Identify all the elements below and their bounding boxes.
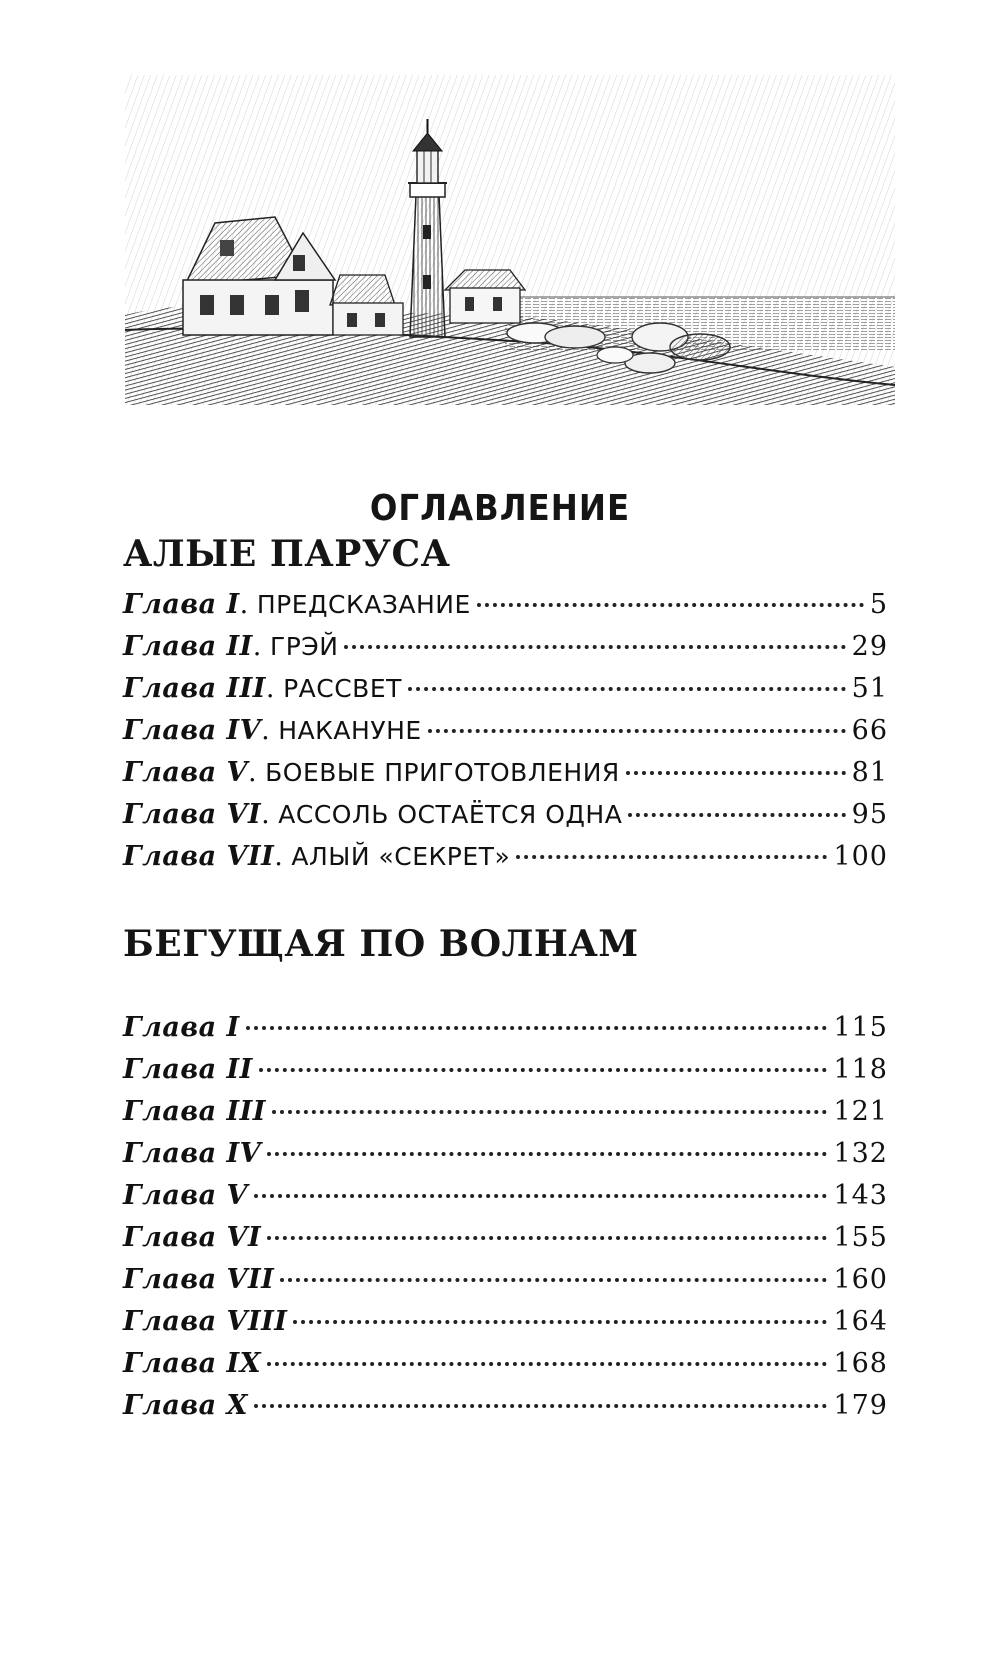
dot-leader <box>626 771 846 775</box>
chapter-title: АССОЛЬ ОСТАЁТСЯ ОДНА <box>278 800 623 829</box>
toc-list-running-on-waves <box>123 1007 888 1427</box>
page-number: 51 <box>851 673 888 704</box>
chapter-number: Глава II <box>123 1054 253 1085</box>
dot-leader <box>254 1404 827 1408</box>
lighthouse-illustration <box>125 75 895 405</box>
page-number: 143 <box>833 1180 888 1211</box>
chapter-number: Глава VIII <box>123 1306 288 1337</box>
chapter-number: Глава I <box>123 589 240 620</box>
chapter-title: РАССВЕТ <box>283 674 402 703</box>
page-number: 179 <box>833 1390 888 1421</box>
chapter-title: НАКАНУНЕ <box>278 716 422 745</box>
toc-entry[interactable] <box>123 1091 888 1133</box>
toc-entry[interactable] <box>123 1007 888 1049</box>
chapter-title: АЛЫЙ «СЕКРЕТ» <box>291 842 511 871</box>
chapter-number: Глава II <box>123 631 253 662</box>
section-heading-running-on-waves: БЕГУЩАЯ ПО ВОЛНАМ <box>123 923 639 965</box>
chapter-title: ПРЕДСКАЗАНИЕ <box>256 590 471 619</box>
dot-leader <box>280 1278 827 1282</box>
chapter-number: Глава X <box>123 1390 248 1421</box>
chapter-number: Глава VI <box>123 799 262 830</box>
chapter-title: ГРЭЙ <box>269 632 339 661</box>
dot-leader <box>628 813 845 817</box>
dot-leader <box>408 687 846 691</box>
toc-entry[interactable] <box>123 1343 888 1385</box>
chapter-number: Глава VI <box>123 1222 262 1253</box>
dot-leader <box>267 1152 827 1156</box>
section-heading-scarlet-sails: АЛЫЕ ПАРУСА <box>123 533 451 575</box>
chapter-number: Глава I <box>123 1012 240 1043</box>
toc-list-scarlet-sails <box>123 584 888 878</box>
toc-entry[interactable] <box>123 1175 888 1217</box>
page-number: 29 <box>851 631 888 662</box>
chapter-number: Глава IX <box>123 1348 262 1379</box>
chapter-number: Глава IV <box>123 715 262 746</box>
chapter-number: Глава III <box>123 1096 266 1127</box>
dot-leader <box>259 1068 828 1072</box>
page-number: 100 <box>833 841 888 872</box>
page-number: 66 <box>851 715 888 746</box>
chapter-title: БОЕВЫЕ ПРИГОТОВЛЕНИЯ <box>265 758 620 787</box>
dot-leader <box>293 1320 827 1324</box>
chapter-number: Глава V <box>123 1180 248 1211</box>
page-number: 164 <box>833 1306 888 1337</box>
page-number: 81 <box>851 757 888 788</box>
toc-entry[interactable] <box>123 1385 888 1427</box>
page-number: 132 <box>833 1138 888 1169</box>
dot-leader <box>516 855 827 859</box>
toc-entry[interactable]: Глава III . РАССВЕТ 51 <box>123 668 888 710</box>
chapter-number: Глава VII <box>123 1264 275 1295</box>
chapter-number: Глава IV <box>123 1138 262 1169</box>
dot-leader <box>246 1026 828 1030</box>
toc-entry[interactable]: Глава VII . АЛЫЙ «СЕКРЕТ» 100 <box>123 836 888 878</box>
toc-entry[interactable] <box>123 1301 888 1343</box>
toc-entry[interactable]: Глава IV . НАКАНУНЕ 66 <box>123 710 888 752</box>
dot-leader <box>344 645 845 649</box>
page-number: 155 <box>833 1222 888 1253</box>
page-number: 5 <box>869 589 888 620</box>
toc-entry[interactable]: Глава VI . АССОЛЬ ОСТАЁТСЯ ОДНА 95 <box>123 794 888 836</box>
toc-entry[interactable]: Глава V . БОЕВЫЕ ПРИГОТОВЛЕНИЯ 81 <box>123 752 888 794</box>
page-number: 118 <box>833 1054 888 1085</box>
page-number: 160 <box>833 1264 888 1295</box>
dot-leader <box>267 1236 827 1240</box>
page-title: ОГЛАВЛЕНИЕ <box>369 488 631 529</box>
toc-entry[interactable] <box>123 1259 888 1301</box>
page-number: 121 <box>833 1096 888 1127</box>
dot-leader <box>272 1110 828 1114</box>
dot-leader <box>477 603 864 607</box>
toc-entry[interactable] <box>123 1217 888 1259</box>
dot-leader <box>428 729 846 733</box>
toc-entry[interactable] <box>123 1049 888 1091</box>
toc-entry[interactable]: Глава II . ГРЭЙ 29 <box>123 626 888 668</box>
page-number: 95 <box>851 799 888 830</box>
page-number: 168 <box>833 1348 888 1379</box>
page-number: 115 <box>833 1012 888 1043</box>
chapter-number: Глава VII <box>123 841 275 872</box>
dot-leader <box>254 1194 827 1198</box>
dot-leader <box>267 1362 827 1366</box>
toc-entry[interactable] <box>123 1133 888 1175</box>
chapter-number: Глава V <box>123 757 248 788</box>
chapter-number: Глава III <box>123 673 266 704</box>
toc-entry[interactable]: Глава I . ПРЕДСКАЗАНИЕ 5 <box>123 584 888 626</box>
